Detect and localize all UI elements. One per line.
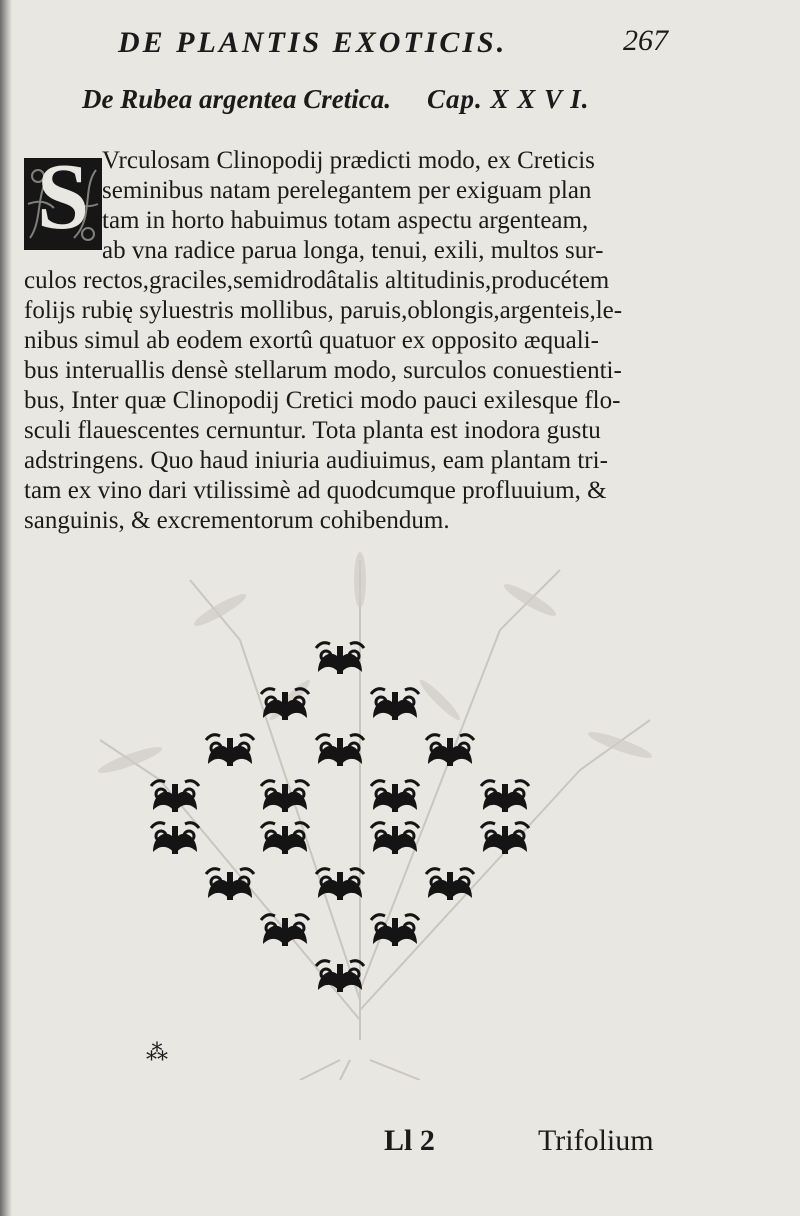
fleuron-diamond-icon bbox=[120, 630, 560, 1010]
text-line: sculi flauescentes cernuntur. Tota planta est inodora gustu bbox=[24, 417, 601, 444]
text-line: bus, Inter quæ Clinopodij Cretici modo pauci exilesque flo- bbox=[24, 387, 621, 414]
ink-speck: ⁂ bbox=[146, 1040, 168, 1065]
text-line: seminibus natam perelegantem per exiguam plan bbox=[102, 177, 592, 204]
drop-cap-letter: S bbox=[36, 158, 90, 249]
catchword: Trifolium bbox=[538, 1124, 654, 1157]
chapter-number: Cap. X X V I. bbox=[427, 84, 590, 114]
text-line: nibus simul ab eodem exortû quatuor ex opposito æquali- bbox=[24, 327, 599, 354]
text-line: bus interuallis densè stellarum modo, surculos conuestienti- bbox=[24, 357, 622, 384]
text-line: adstringens. Quo haud iniuria audiuimus, eam plantam tri- bbox=[24, 447, 608, 474]
drop-cap bbox=[24, 158, 102, 250]
text-line: tam in horto habuimus totam aspectu argenteam, bbox=[102, 207, 589, 234]
text-line: sanguinis, & excrementorum cohibendum. bbox=[24, 507, 450, 534]
text-line: ab vna radice parua longa, tenui, exili, multos sur- bbox=[102, 237, 604, 264]
running-head bbox=[118, 24, 678, 64]
text-line: culos rectos,graciles,semidrodâtalis altitudinis,producétem bbox=[24, 267, 610, 294]
signature-mark: Ll 2 bbox=[384, 1124, 435, 1157]
chapter-heading bbox=[82, 84, 642, 124]
page-number: 267 bbox=[623, 24, 668, 57]
text-line: folijs rubię syluestris mollibus, paruis,oblongis,argenteis,le- bbox=[24, 297, 623, 324]
chapter-title: De Rubea argentea Cretica. bbox=[82, 84, 391, 114]
page-edge bbox=[0, 0, 12, 1216]
text-line: tam ex vino dari vtilissimè ad quodcumque profluuium, & bbox=[24, 477, 607, 504]
running-head-title: DE PLANTIS EXOTICIS. bbox=[118, 26, 508, 59]
text-line: Vrculosam Clinopodij prædicti modo, ex Creticis bbox=[102, 147, 595, 174]
